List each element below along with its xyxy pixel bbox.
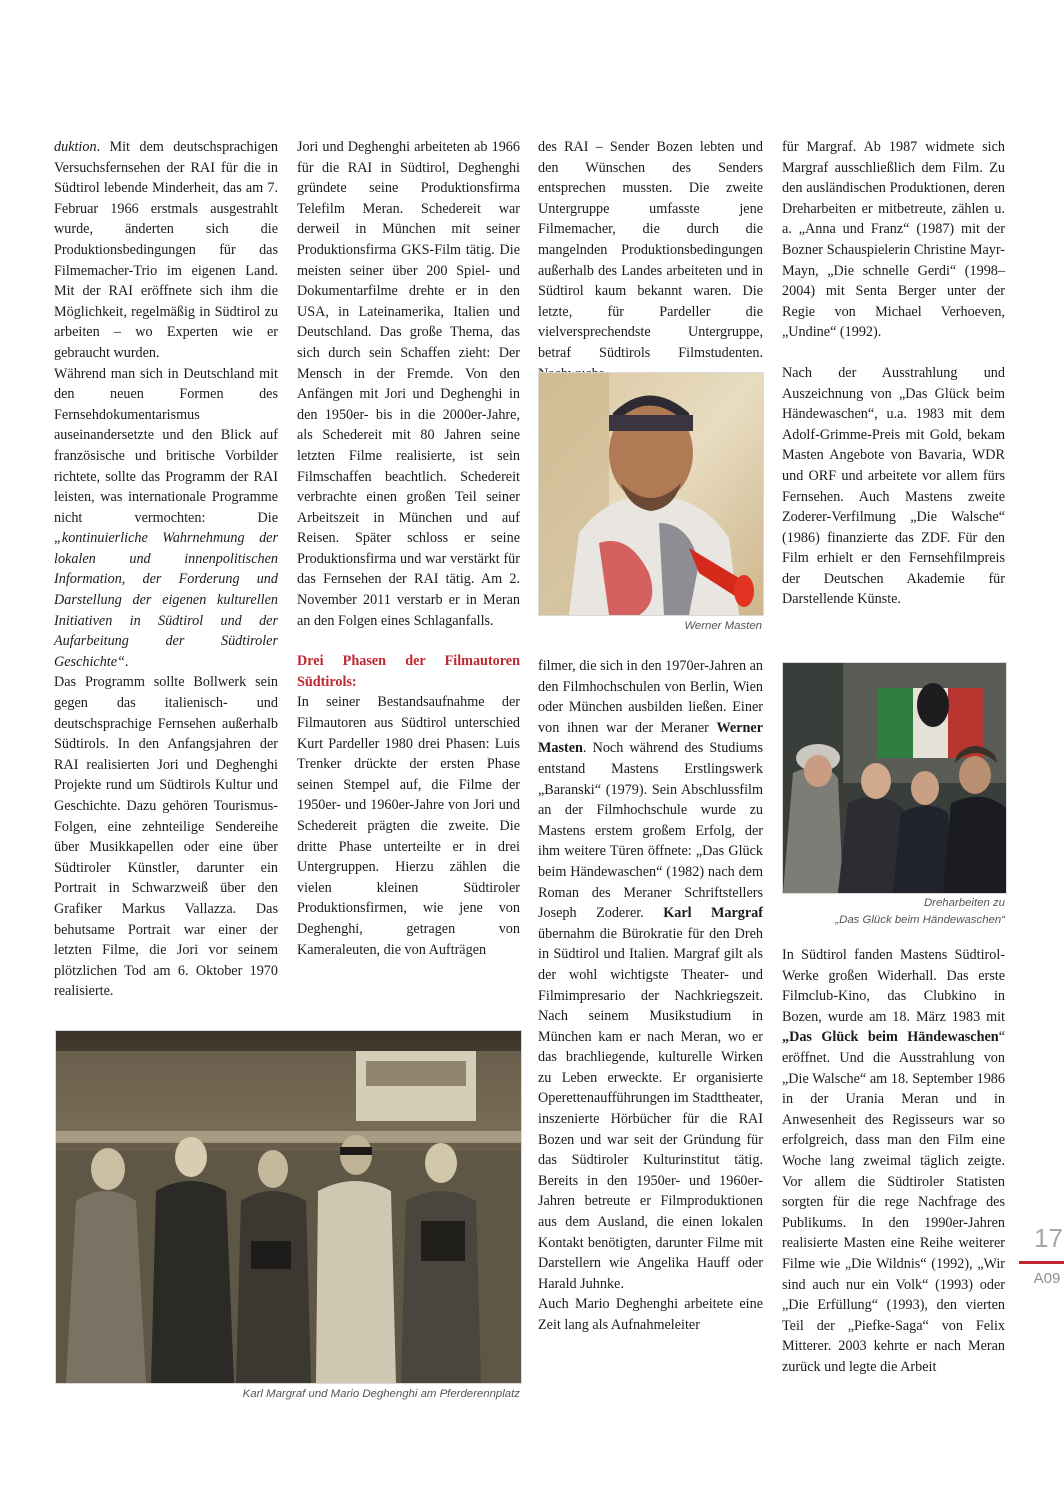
section-heading: Drei Phasen der Filmautoren Südtirols: (297, 653, 520, 690)
text-column-4-top (782, 137, 1005, 610)
paragraph: Jori und Deghenghi arbeiteten ab 1966 für die RAI in Südtirol, Deghenghi gründete seine Produktionsfirma Telefilm Meran. Schedereit war derweil in München mit seiner Produktionsfirma GKS-Film tätig. Die meisten seiner über 200 Spiel- und Dokumentarfilme drehte er in den USA, in Lateinamerika, Italien und Deutschland. Das große Thema, das sich durch sein Schaffen zieht: Der Mensch in der Fremde. Von den Anfängen mit Jori und Deghenghi in den 1950er- bis in die 2000er-Jahre, als Schedereit mit 80 Jahren seine letzten Filme realisierte, ist sein Filmschaffen beachtlich. Schedereit verbrachte einen großen Teil seiner Arbeitszeit in München und auf Reisen. Später schloss er seine Produktionsfirma und war verstärkt für das Fernsehen der RAI tätig. Am 2. November 2011 verstarb er in Meran an den Folgen eines Schlaganfalls. (297, 139, 520, 629)
photo-group-racetrack (55, 1030, 522, 1384)
paragraph: Auch Mario Deghenghi arbeitete eine Zeit lang als Aufnahmeleiter (538, 1296, 763, 1333)
text-column-2 (297, 137, 520, 960)
film-crew-illustration (783, 663, 1006, 893)
text-column-4-bottom (782, 945, 1005, 1377)
text-column-1 (54, 137, 278, 1002)
photo-werner-masten (538, 372, 764, 616)
paragraph: filmer, die sich in den 1970er-Jahren an den Filmhochschulen von Berlin, Wien oder München ausbilden ließen. Einer von ihnen war der Meraner Werner Masten. Noch während des Studiums entstand Mastens Erstlingswerk „Baranski“ (1979). Sein Abschlussfilm an der Filmhochschule wurde zu Mastens erstem großem Erfolg, der ihm weitere Türen öffnete: „Das Glück beim Händewaschen“ (1982) nach dem Roman des Meraner Schriftstellers Joseph Zoderer. Karl Margraf übernahm die Bürokratie für den Dreh in Südtirol und Italien. Margraf gilt als der wohl wichtigste Theater- und Filmimpresario der Nachkriegszeit. Nach seinem Musikstudium in München kam er nach Meran, wo er das brachliegende, kulturelle Wirken zu Leben erweckte. Er organisierte Operettenaufführungen im Stadttheater, inszenierte Hörbücher für die RAI Bozen und war seit der Gründung für das Südtiroler Kulturinstitut tätig. Bereits in den 1950er- und 1960er-Jahren betreute er Filmproduktionen aus dem Ausland, die einen lokalen Kontakt benötigten, darunter Filme mit Darstellern wie Angelika Hauff oder Harald Juhnke. (538, 658, 763, 1292)
photo-caption: Karl Margraf und Mario Deghenghi am Pferderennplatz (242, 1388, 520, 1400)
text-column-3-bottom (538, 656, 763, 1336)
paragraph: Während man sich in Deutschland mit den neuen Formen des Fernsehdokumentarismus auseinandersetzte und den Blick auf französische und britische Vorbilder richtete, sollte das Programm der RAI leisten, was internationale Programme nicht vermochten: Die „kontinuierliche Wahrnehmung der lokalen und innenpolitischen Information, der Forderung und Darstellung der eigenen kulturellen Initiativen in Südtirol und der Aufarbeitung der Südtiroler Geschichte“. (54, 365, 278, 670)
section-code: A09 (1033, 1270, 1061, 1287)
racetrack-group-illustration (56, 1031, 521, 1383)
paragraph: duktion. Mit dem deutschsprachigen Versuchsfernsehen der RAI für die in Südtirol lebende Minderheit, das am 7. Februar 1966 erstmals ausgestrahlt wurde, änderten sich die Produktionsbedingungen für das Filmemacher-Trio im eigenen Land. Mit der RAI eröffnete sich ihm die Möglichkeit, regelmäßig in Südtirol zu arbeiten – wo Experten wie er gebraucht wurden. (54, 139, 278, 361)
photo-caption: Werner Masten (684, 620, 762, 632)
paragraph: In Südtirol fanden Mastens Südtirol-Werke großen Widerhall. Das erste Filmclub-Kino, das Clubkino in Bozen, wurde am 18. März 1983 mit „Das Glück beim Händewaschen“ eröffnet. Und die Ausstrahlung von „Die Walsche“ am 18. September 1986 in der Urania Meran und in Anwesenheit des Regisseurs war so erfolgreich, dass man den Film eine Woche lang zweimal täglich zeigte. Vor allem die Südtiroler Statisten sorgten für die rege Nachfrage des Publikums. In den 1990er-Jahren realisierte Masten eine Reihe weiterer Filme wie „Die Wildnis“ (1992), „Wir sind auch nur ein Volk“ (1993) oder „Die Erfüllung“ (1993), den vierten Teil der „Piefke-Saga“ von Felix Mitterer. 2003 kehrte er nach Meran zurück und legte die Arbeit (782, 947, 1005, 1375)
portrait-illustration (539, 373, 763, 615)
paragraph: In seiner Bestandsaufnahme der Filmautoren aus Südtirol unterschied Kurt Pardeller 1980 drei Phasen: Luis Trenker drückte der ersten Phase seinen Stempel auf, die Filme der 1950er- und 1960er-Jahre von Jori und Schedereit prägten die zweite. Die dritte Phase unterteilte er in drei Untergruppen. Hierzu zählen die vielen kleinen Südtiroler Produktionsfirmen, wie jene von Deghenghi, getragen von Kameraleuten, die von Aufträgen (297, 694, 520, 958)
text-column-3-top (538, 137, 763, 384)
photo-dreharbeiten (782, 662, 1007, 894)
paragraph: für Margraf. Ab 1987 widmete sich Margraf ausschließlich dem Film. Zu den ausländischen Produktionen, deren Dreharbeiten er mitbetreute, zählen u. a. „Anna und Franz“ (1987) mit der Bozner Schauspielerin Christine Mayr-Mayn, „Die schnelle Gerdi“ (1998–2004) mit Senta Berger unter der Regie von Michael Verhoeven, „Undine“ (1992). (782, 139, 1005, 341)
paragraph: Das Programm sollte Bollwerk sein gegen das italienisch- und deutschsprachige Fernsehen außerhalb Südtirols. In den Anfangsjahren der RAI realisierten Jori und Deghenghi Projekte rund um Südtirols Kultur und Geschichte. Dazu gehören Tourismus-Folgen, eine zehnteilige Sendereihe über Musikkapellen oder eine über Südtiroler Künstler, darunter ein Portrait in Schwarzweiß über den Grafiker Markus Vallazza. Das behutsame Portrait war einer der letzten Filme, die Jori vor seinem plötzlichen Tod am 6. Oktober 1970 realisierte. (54, 674, 278, 1000)
photo-caption: Dreharbeiten zu „Das Glück beim Händewaschen“ (835, 897, 1005, 926)
page-number: 17 (1034, 1223, 1063, 1253)
paragraph: Nach der Ausstrahlung und Auszeichnung von „Das Glück beim Händewaschen“, u.a. 1983 mit dem Adolf-Grimme-Preis mit Gold, bekam Masten Angebote von Bavaria, WDR und ORF und arbeitete vor allem fürs Fernsehen. Auch Mastens zweite Zoderer-Verfilmung „Die Walsche“ (1986) finanzierte das ZDF. Für den Film erhielt er den Fernsehfilmpreis der Deutschen Akademie für Darstellende Künste. (782, 364, 1005, 608)
paragraph: des RAI – Sender Bozen lebten und den Wünschen des Senders entsprechen mussten. Die zweite Untergruppe umfasste jene Filmemacher, die durch die mangelnden Produktionsbedingungen außerhalb des Landes arbeiteten und in Südtirol kaum bekannt waren. Die letzte, für Pardeller die vielversprechendste Untergruppe, betraf Südtirols Filmstudenten. (538, 139, 763, 361)
accent-divider (1019, 1261, 1064, 1264)
